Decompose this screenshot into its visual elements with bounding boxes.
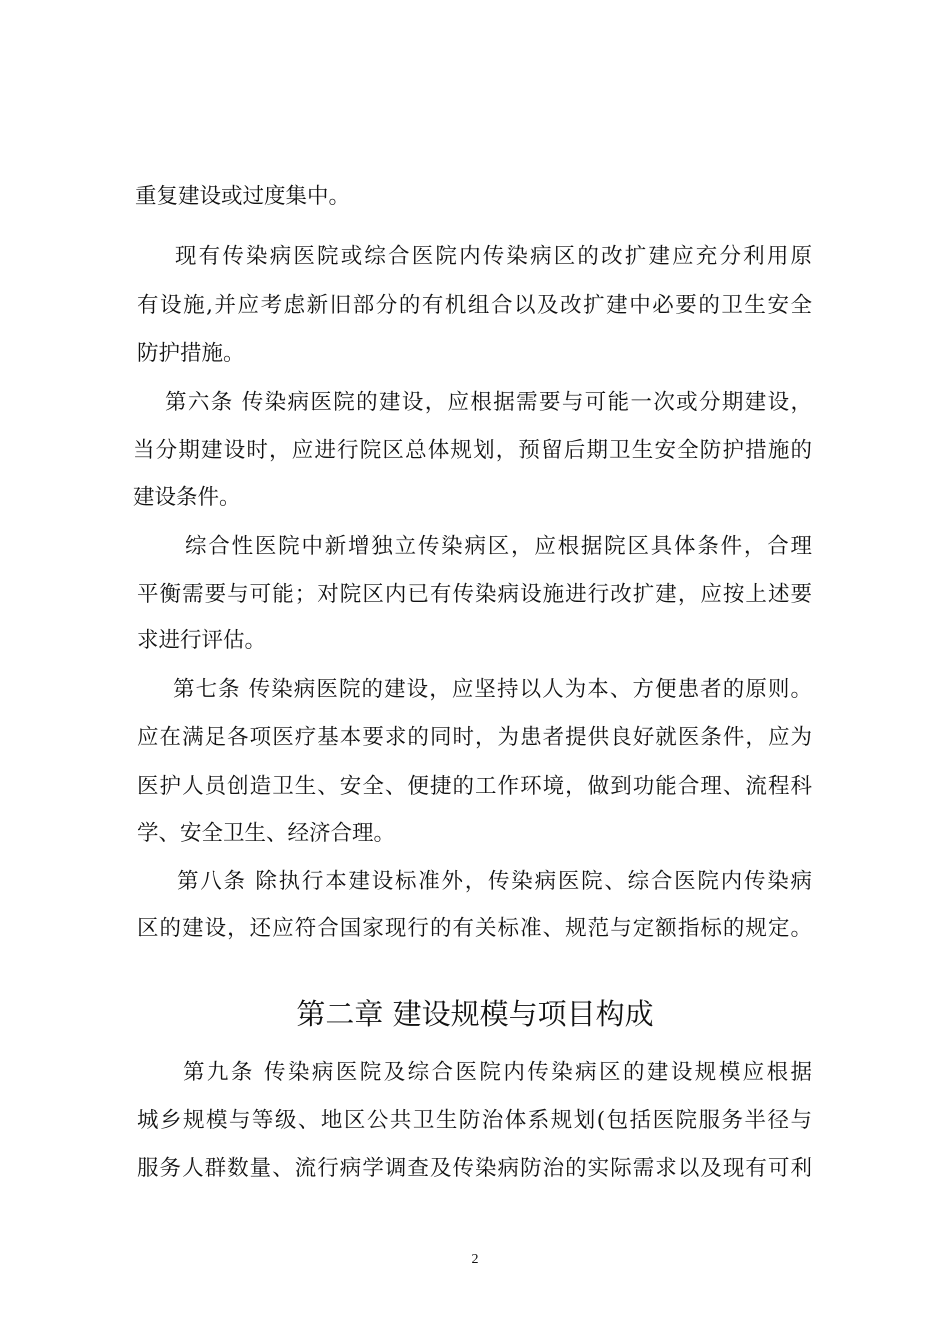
paragraph-line: 求进行评估。	[137, 628, 267, 653]
paragraph-line: 防护措施。	[137, 341, 245, 366]
paragraph-line: 城乡规模与等级、地区公共卫生防治体系规划(包括医院服务半径与	[137, 1108, 812, 1133]
article-9-line: 第九条 传染病医院及综合医院内传染病区的建设规模应根据	[183, 1060, 812, 1085]
paragraph-line: 应在满足各项医疗基本要求的同时，为患者提供良好就医条件，应为	[137, 725, 812, 750]
paragraph-line: 现有传染病医院或综合医院内传染病区的改扩建应充分利用原	[175, 244, 812, 269]
article-7-line: 第七条 传染病医院的建设，应坚持以人为本、方便患者的原则。	[173, 677, 812, 702]
paragraph-line: 建设条件。	[133, 485, 241, 510]
paragraph-line: 医护人员创造卫生、安全、便捷的工作环境，做到功能合理、流程科	[137, 774, 812, 799]
paragraph-line: 学、安全卫生、经济合理。	[137, 821, 396, 846]
paragraph-line: 有设施,并应考虑新旧部分的有机组合以及改扩建中必要的卫生安全	[137, 293, 812, 318]
article-8-line: 第八条 除执行本建设标准外，传染病医院、综合医院内传染病	[177, 869, 812, 894]
paragraph-line: 区的建设，还应符合国家现行的有关标准、规范与定额指标的规定。	[137, 916, 812, 941]
page-number: 2	[471, 1252, 479, 1267]
paragraph-line: 平衡需要与可能；对院区内已有传染病设施进行改扩建，应按上述要	[137, 582, 812, 607]
article-6-line: 第六条 传染病医院的建设，应根据需要与可能一次或分期建设，	[165, 390, 812, 415]
paragraph-line: 综合性医院中新增独立传染病区，应根据院区具体条件，合理	[185, 534, 812, 559]
paragraph-line: 当分期建设时，应进行院区总体规划，预留后期卫生安全防护措施的	[133, 438, 812, 463]
paragraph-line: 服务人群数量、流行病学调查及传染病防治的实际需求以及现有可利	[137, 1156, 812, 1181]
line-1: 重复建设或过度集中。	[135, 184, 351, 209]
chapter-heading: 第二章 建设规模与项目构成	[296, 997, 654, 1031]
